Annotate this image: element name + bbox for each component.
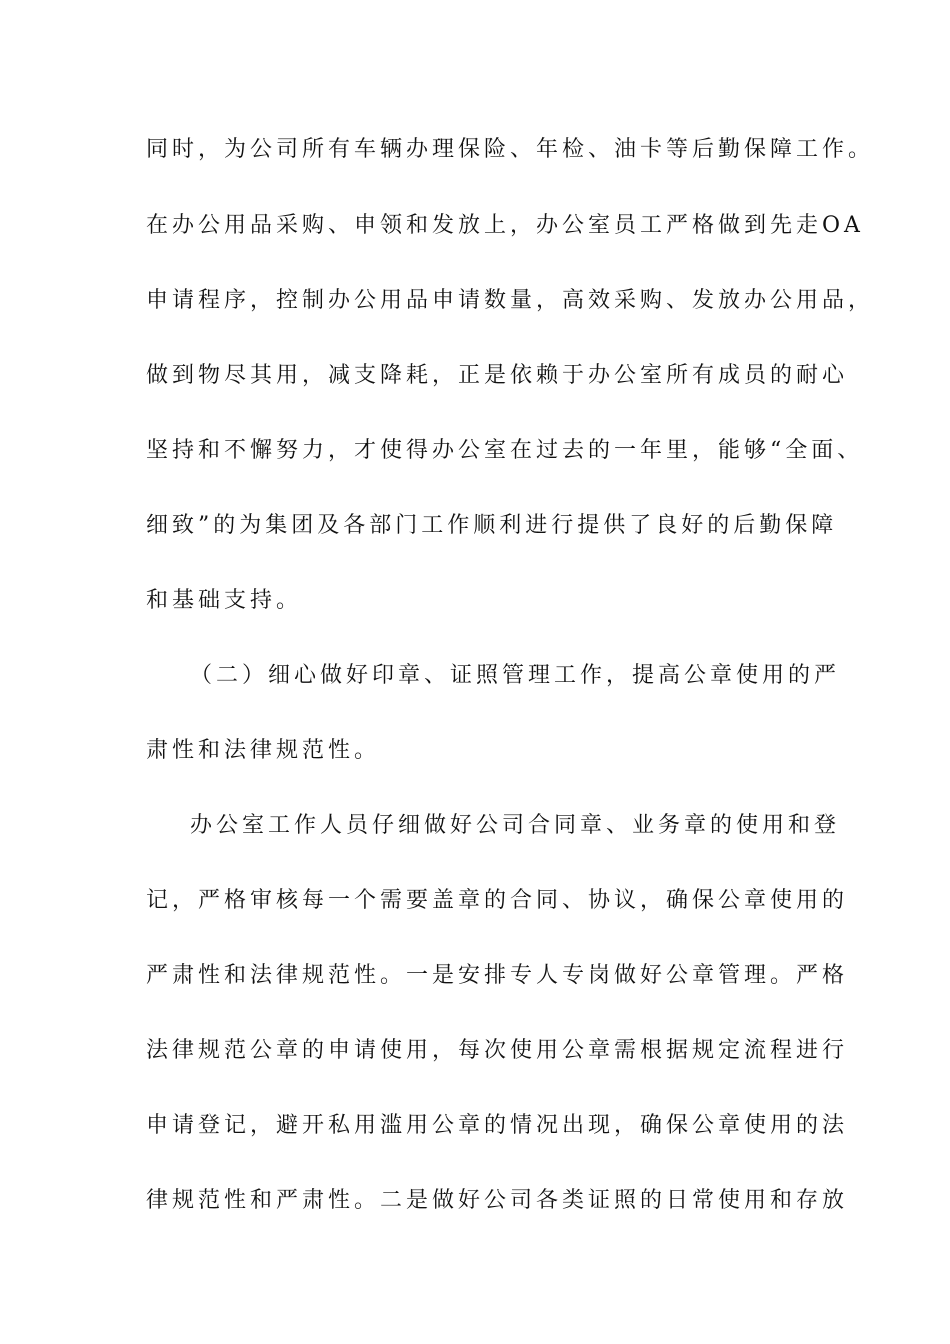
body-line: 和基础支持。 [146, 588, 303, 613]
body-line: 严肃性和法律规范性。一是安排专人专岗做好公章管理。严格 [146, 963, 849, 988]
body-line: 同时，为公司所有车辆办理保险、年检、油卡等后勤保障工作。 [146, 137, 875, 162]
body-line: 申请程序，控制办公用品申请数量，高效采购、发放办公用品， [146, 288, 875, 313]
body-line: 细致”的为集团及各部门工作顺利进行提供了良好的后勤保障 [146, 513, 838, 538]
body-line: 律规范性和严肃性。二是做好公司各类证照的日常使用和存放 [146, 1188, 849, 1213]
body-line: 申请登记，避开私用滥用公章的情况出现，确保公章使用的法 [146, 1113, 849, 1138]
body-line: 记，严格审核每一个需要盖章的合同、协议，确保公章使用的 [146, 888, 849, 913]
body-line: 在办公用品采购、申领和发放上，办公室员工严格做到先走OA [146, 213, 864, 238]
section-heading-line: 肃性和法律规范性。 [146, 738, 381, 763]
section-heading-line: （二）细心做好印章、证照管理工作，提高公章使用的严 [190, 663, 841, 688]
body-line: 坚持和不懈努力，才使得办公室在过去的一年里，能够“全面、 [146, 438, 864, 463]
body-line: 法律规范公章的申请使用，每次使用公章需根据规定流程进行 [146, 1038, 849, 1063]
body-line: 做到物尽其用，减支降耗，正是依赖于办公室所有成员的耐心 [146, 363, 849, 388]
body-line: 办公室工作人员仔细做好公司合同章、业务章的使用和登 [190, 813, 841, 838]
